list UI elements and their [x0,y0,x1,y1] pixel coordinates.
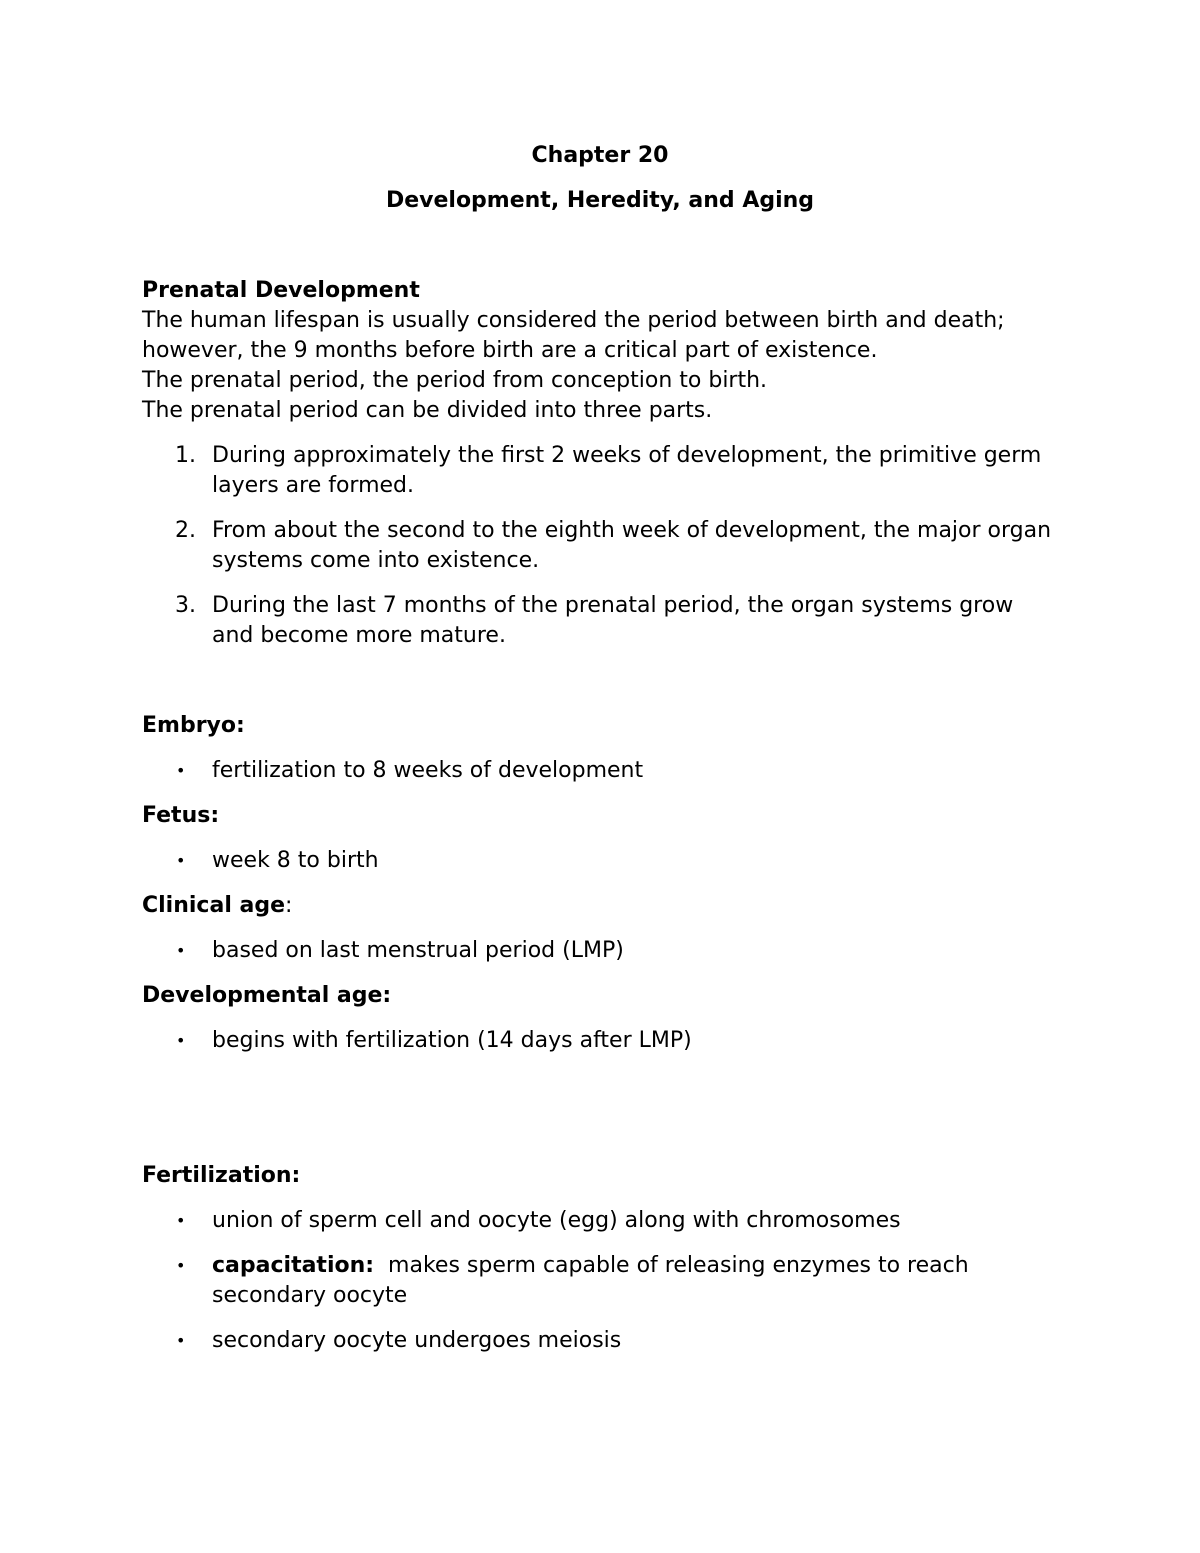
bullet-icon: • [176,941,186,960]
paragraph-prenatal-period: The prenatal period, the period from conception to birth. [142,368,768,393]
term-heading-clinical-age [142,891,1052,921]
numbered-list-prenatal-parts [142,441,1052,651]
list-item [142,1026,1052,1056]
list-item [142,846,1052,876]
term-capacitation-definition: makes sperm capable of releasing enzymes to reach secondary oocyte [212,1253,976,1308]
list-number: 3. [175,593,196,618]
section-heading-prenatal: Prenatal Development [142,278,420,303]
chapter-number: Chapter 20 [531,143,669,168]
term-heading-embryo: Embryo: [142,713,245,738]
term-heading-text: Clinical age [142,893,286,918]
list-item-text: During approximately the first 2 weeks of development, the primitive germ layers are formed. [212,443,1042,498]
list-item-text: union of sperm cell and oocyte (egg) along with chromosomes [212,1208,901,1233]
list-item [142,1326,1052,1356]
list-item [142,516,1052,576]
term-heading-developmental-age: Developmental age: [142,983,392,1008]
list-item-text: From about the second to the eighth week of development, the major organ systems come into existence. [212,518,1052,573]
term-heading-fetus: Fetus: [142,803,220,828]
list-item-text: secondary oocyte undergoes meiosis [212,1328,622,1353]
list-item-text: During the last 7 months of the prenatal period, the organ systems grow and become more mature. [212,593,1014,648]
bullet-list-fetus [142,846,1052,876]
bullet-list-developmental-age [142,1026,1052,1056]
paragraph-three-parts: The prenatal period can be divided into three parts. [142,398,713,423]
list-item-text: based on last menstrual period (LMP) [212,938,624,963]
bullet-icon: • [176,1331,186,1350]
bullet-list-fertilization [142,1206,1052,1356]
document-body [142,276,1052,1356]
list-item [142,756,1052,786]
list-item-text: begins with fertilization (14 days after LMP) [212,1028,692,1053]
bullet-icon: • [176,1211,186,1230]
list-item [142,591,1052,651]
list-item-text [212,1253,976,1308]
list-item [142,1251,1052,1311]
list-item [142,1206,1052,1236]
list-number: 1. [175,443,196,468]
list-number: 2. [175,518,196,543]
list-item-text: fertilization to 8 weeks of development [212,758,644,783]
bullet-icon: • [176,761,186,780]
paragraph-lifespan: The human lifespan is usually considered the period between birth and death; however, the 9 months before birth are a critical part of existence. [142,308,1005,363]
bullet-icon: • [176,1256,186,1275]
section-heading-fertilization: Fertilization: [142,1163,301,1188]
bullet-icon: • [176,851,186,870]
chapter-title: Development, Heredity, and Aging [385,188,815,213]
list-item-text: week 8 to birth [212,848,379,873]
bullet-icon: • [176,1031,186,1050]
bullet-list-embryo [142,756,1052,786]
list-item [142,441,1052,501]
term-capacitation: capacitation: [212,1253,375,1278]
list-item [142,936,1052,966]
bullet-list-clinical-age [142,936,1052,966]
term-heading-colon: : [285,893,293,918]
